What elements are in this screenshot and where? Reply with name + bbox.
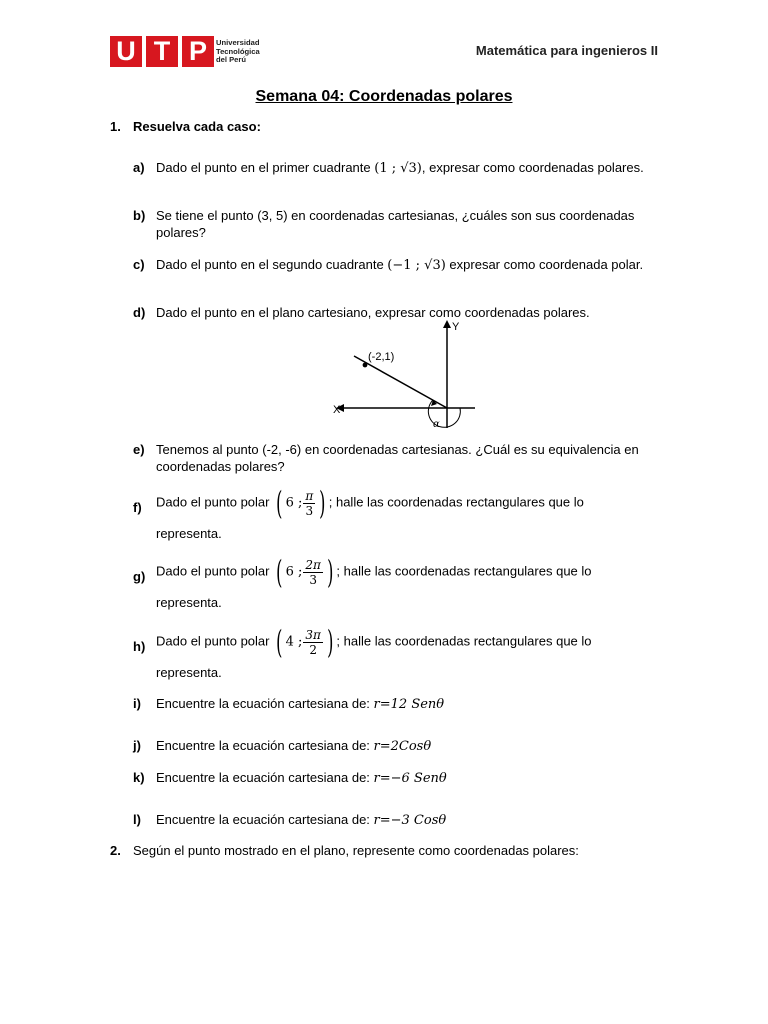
logo-letter-u: U — [110, 36, 142, 67]
item-g: g) Dado el punto polar ( 6 ; $\frac{2\pi}{3}$ ) ; halle las coordenadas rectangulares que lo representa. — [133, 553, 592, 610]
course-name: Matemática para ingenieros II — [475, 43, 658, 58]
x-axis-label: X — [333, 404, 341, 416]
item-f: f) Dado el punto polar ( 6 ; $\frac{\pi}{3}$ ) ; halle las coordenadas rectangulares que lo representa. — [133, 484, 584, 541]
logo-letter-p: P — [182, 36, 214, 67]
question-2: 2. Según el punto mostrado en el plano, represente como coordenadas polares: — [110, 843, 579, 858]
point-label: (-2,1) — [368, 351, 395, 363]
polar-diagram — [330, 318, 480, 438]
logo-text: Universidad Tecnológica del Perú — [216, 38, 260, 65]
question-1: 1. Resuelva cada caso: — [110, 119, 261, 134]
utp-logo — [110, 36, 262, 68]
page-title: Semana 04: Coordenadas polares — [255, 88, 513, 105]
point-marker — [363, 363, 368, 368]
angle-label: α — [433, 419, 440, 430]
item-h: h) Dado el punto polar ( 4 ; $\frac{3\pi}{2}$ ) ; halle las coordenadas rectangulares que lo representa. — [133, 623, 592, 680]
logo-letter-t: T — [146, 36, 178, 67]
y-axis-arrow — [443, 320, 451, 328]
y-axis-label: Y — [452, 321, 460, 333]
